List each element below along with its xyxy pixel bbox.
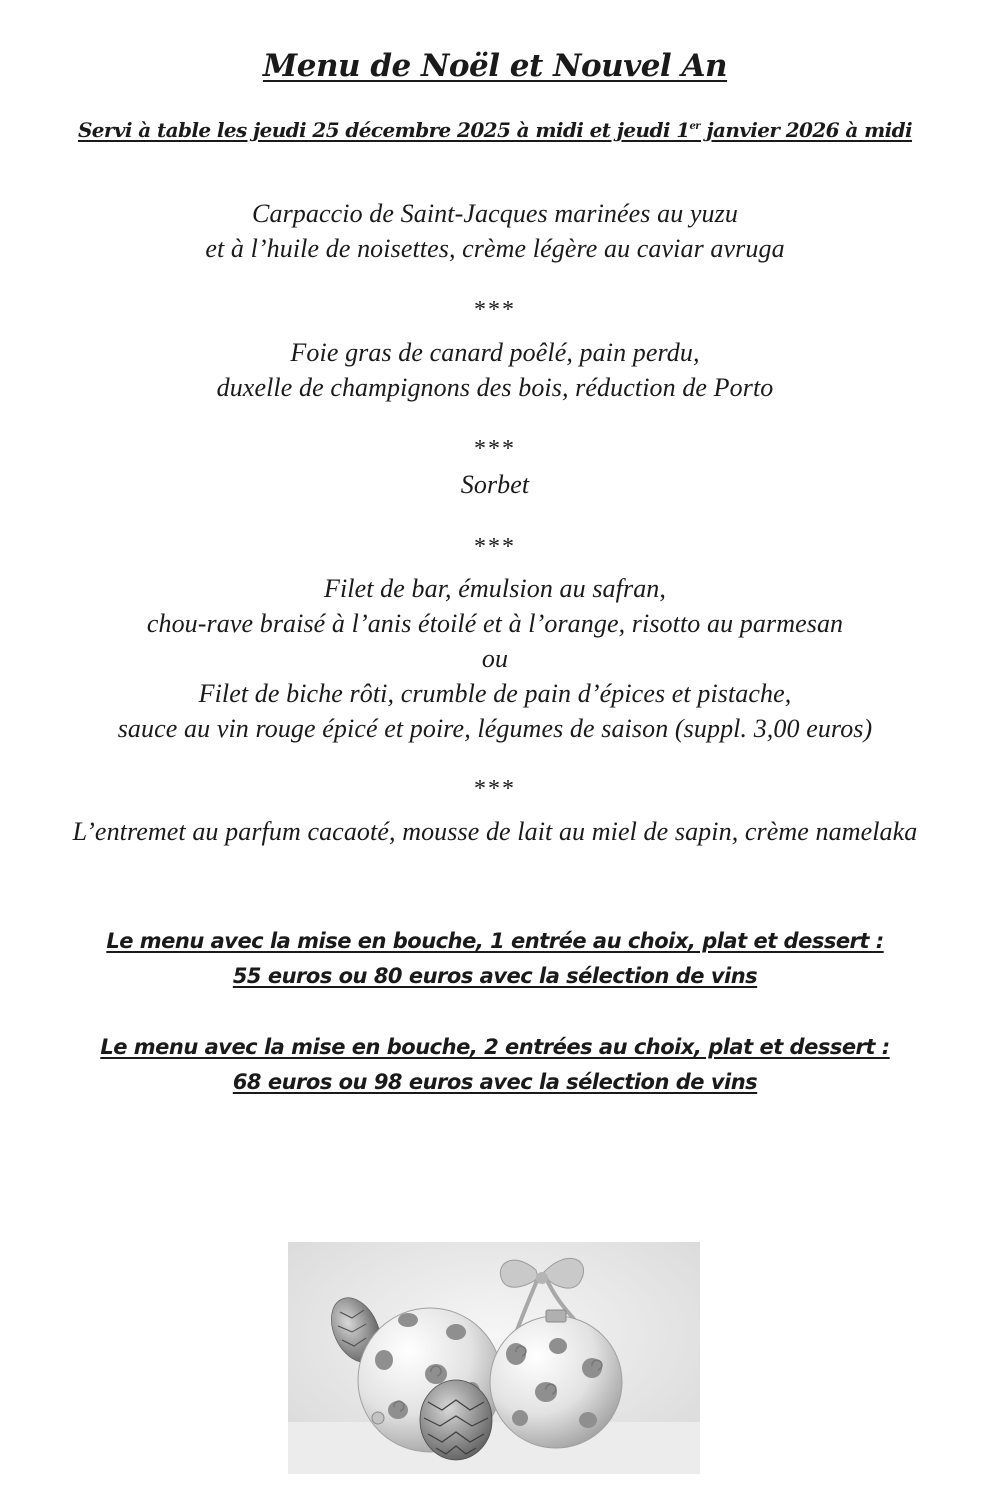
course-separator: *** xyxy=(474,534,516,560)
offer-1-line-2: 55 euros ou 80 euros avec la sélection de vins xyxy=(232,964,758,988)
starter-1-line-2: et à l’huile de noisettes, crème légère au caviar avruga xyxy=(205,234,785,263)
service-dates-text: Servi à table les jeudi 25 décembre 2025 à midi et jeudi 1 xyxy=(77,118,690,142)
offer-2-line-2: 68 euros ou 98 euros avec la sélection de vins xyxy=(232,1070,758,1094)
service-dates xyxy=(0,118,990,142)
course-separator: *** xyxy=(474,776,516,802)
offer-1-line-1: Le menu avec la mise en bouche, 1 entrée au choix, plat et dessert : xyxy=(106,929,884,953)
course-separator: *** xyxy=(474,297,516,323)
starter-2-line-1: Foie gras de canard poêlé, pain perdu, xyxy=(290,338,700,367)
main-1-line-1: Filet de bar, émulsion au safran, xyxy=(323,574,666,603)
christmas-baubles-icon xyxy=(288,1242,700,1474)
ordinal-suffix: er xyxy=(689,121,700,132)
main-or: ou xyxy=(481,644,509,673)
main-2-line-2: sauce au vin rouge épicé et poire, légumes de saison (suppl. 3,00 euros) xyxy=(117,714,873,743)
main-2-line-1: Filet de biche rôti, crumble de pain d’épices et pistache, xyxy=(198,679,792,708)
service-dates-text-end: janvier 2026 à midi xyxy=(699,118,913,142)
sorbet: Sorbet xyxy=(460,470,530,499)
dessert: L’entremet au parfum cacaoté, mousse de lait au miel de sapin, crème namelaka xyxy=(72,817,918,846)
offer-2-line-1: Le menu avec la mise en bouche, 2 entrées au choix, plat et dessert : xyxy=(100,1035,890,1059)
starter-1-line-1: Carpaccio de Saint-Jacques marinées au yuzu xyxy=(252,199,738,228)
main-1-line-2: chou-rave braisé à l’anis étoilé et à l’orange, risotto au parmesan xyxy=(146,609,844,638)
page-title: Menu de Noël et Nouvel An xyxy=(262,48,728,84)
starter-2-line-2: duxelle de champignons des bois, réduction de Porto xyxy=(216,373,774,402)
course-separator: *** xyxy=(474,436,516,462)
